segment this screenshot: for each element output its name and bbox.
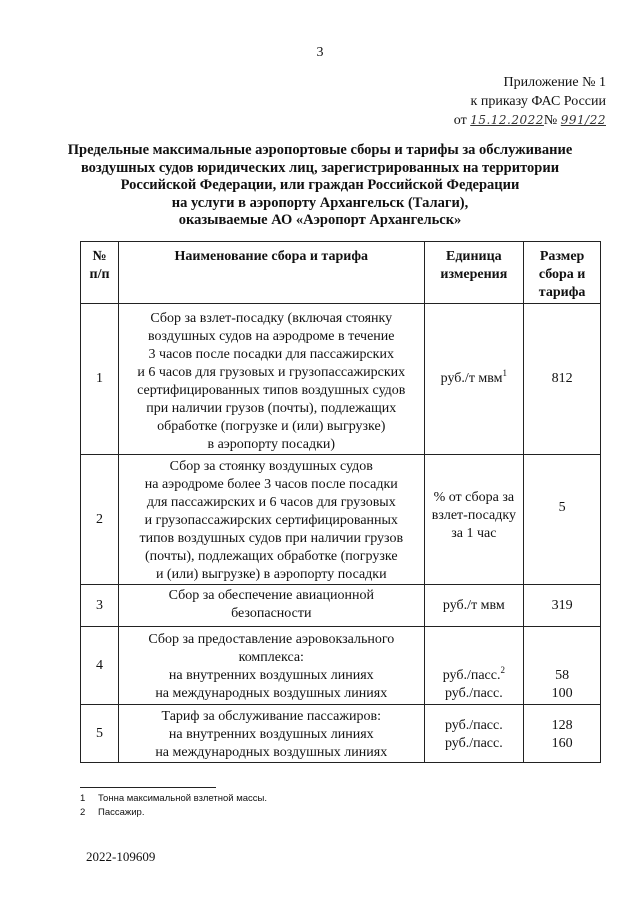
name-line: Сбор за обеспечение авиационной — [168, 588, 374, 603]
unit-line — [425, 667, 524, 685]
row-name — [119, 304, 424, 455]
handwritten-order-number: 991/22 — [560, 113, 606, 127]
row-name — [119, 585, 424, 627]
footnote — [80, 806, 267, 820]
name-line: и грузопассажирских сертифицированных — [144, 513, 398, 528]
header-unit-line: измерения — [440, 267, 508, 282]
unit-line: за 1 час — [451, 526, 497, 541]
header-num-line: № — [92, 249, 107, 264]
title-line: оказываемые АО «Аэропорт Архангельск» — [178, 212, 462, 228]
table-row — [81, 585, 601, 627]
row-name — [119, 627, 424, 705]
name-line: Сбор за взлет-посадку (включая стоянку — [150, 311, 393, 326]
row-number: 3 — [81, 585, 119, 627]
unit-line: руб./пасс. — [444, 736, 503, 751]
header-size-line: сбора и — [538, 267, 586, 282]
row-value — [524, 627, 601, 705]
row-unit — [424, 304, 524, 455]
table-row — [81, 455, 601, 585]
row-unit — [424, 627, 524, 705]
tariffs-table — [80, 241, 601, 763]
name-line: обработке (погрузке и (или) выгрузке) — [157, 419, 386, 434]
header-num-line: п/п — [89, 267, 110, 282]
name-line: безопасности — [231, 606, 312, 621]
row-number: 4 — [81, 627, 119, 705]
appendix-line-3 — [454, 111, 606, 130]
value-line: 100 — [551, 686, 573, 701]
header-unit-line: Единица — [446, 249, 502, 264]
name-line: на международных воздушных линиях — [155, 745, 388, 760]
page-number: 3 — [316, 45, 324, 60]
unit-line: руб./пасс. — [444, 686, 503, 701]
row-unit — [424, 455, 524, 585]
unit-text: руб./пасс. — [442, 668, 501, 683]
appendix-line-2: к приказу ФАС России — [470, 94, 606, 109]
row-number: 2 — [81, 455, 119, 585]
name-line: и 6 часов для грузовых и грузопассажирских — [137, 365, 406, 380]
appendix-header — [454, 73, 606, 130]
name-line: сертифицированных типов воздушных судов — [137, 383, 406, 398]
title-line: воздушных судов юридических лиц, зарегистрированных на территории — [80, 159, 560, 176]
header-size-line: тарифа — [538, 285, 586, 300]
unit-line: руб./пасс. — [444, 718, 503, 733]
header-unit — [424, 242, 524, 304]
number-sign: № — [543, 113, 558, 128]
row-name — [119, 455, 424, 585]
name-line: для пассажирских и 6 часов для грузовых — [146, 495, 396, 510]
table-row — [81, 705, 601, 763]
name-line: типов воздушных судов при наличии грузов — [139, 531, 404, 546]
footnote-ref: 1 — [502, 368, 508, 378]
unit-text: руб./т мвм — [440, 371, 503, 386]
row-name — [119, 705, 424, 763]
row-value — [524, 705, 601, 763]
name-line: 3 часов после посадки для пассажирских — [148, 347, 394, 362]
header-size — [524, 242, 601, 304]
appendix-line-1: Приложение № 1 — [503, 75, 606, 90]
table-row — [81, 627, 601, 705]
name-line: на аэродроме более 3 часов после посадки — [144, 477, 398, 492]
row-unit: руб./т мвм — [424, 585, 524, 627]
table-row — [81, 304, 601, 455]
value-line: 58 — [555, 668, 570, 683]
name-line: Сбор за стоянку воздушных судов — [169, 459, 373, 474]
name-line: комплекса: — [238, 650, 304, 665]
footnote-text: Пассажир. — [98, 807, 145, 818]
name-line: на международных воздушных линиях — [155, 686, 388, 701]
value-line: 128 — [551, 718, 573, 733]
name-line: на внутренних воздушных линиях — [168, 727, 374, 742]
name-line: на внутренних воздушных линиях — [168, 668, 374, 683]
row-value: 319 — [524, 585, 601, 627]
name-line: в аэропорту посадки) — [207, 437, 336, 452]
header-name — [119, 242, 424, 304]
footnotes — [80, 792, 267, 820]
row-value: 812 — [524, 304, 601, 455]
document-number: 2022-109609 — [86, 849, 156, 864]
footnote-text: Тонна максимальной взлетной массы. — [98, 793, 267, 804]
row-value: 5 — [524, 455, 601, 585]
name-line: и (или) выгрузке) в аэропорту посадки — [155, 567, 387, 582]
appendix-from-label: от — [453, 113, 467, 128]
row-number: 1 — [81, 304, 119, 455]
header-num — [81, 242, 119, 304]
handwritten-date: 15.12.2022 — [470, 113, 544, 127]
row-number: 5 — [81, 705, 119, 763]
header-size-line: Размер — [539, 249, 585, 264]
name-line: Тариф за обслуживание пассажиров: — [161, 709, 382, 724]
title-line: на услуги в аэропорту Архангельск (Талаги), — [171, 194, 469, 211]
title-line: Российской Федерации, или граждан Российской Федерации — [120, 177, 520, 193]
name-line: воздушных судов на аэродроме в течение — [148, 329, 395, 344]
header-name-line: Наименование сбора и тарифа — [174, 249, 369, 264]
unit-line: взлет-посадку — [431, 508, 516, 523]
footnote-number: 2 — [80, 807, 86, 818]
name-line: Сбор за предоставление аэровокзального — [148, 632, 395, 647]
unit-line: % от сбора за — [433, 490, 515, 505]
footnote — [80, 792, 267, 806]
footnote-divider — [80, 787, 216, 788]
name-line: при наличии грузов (почты), подлежащих — [146, 401, 397, 416]
table-header-row — [81, 242, 601, 304]
footnote-number: 1 — [80, 793, 86, 804]
name-line: (почты), подлежащих обработке (погрузке — [144, 549, 398, 564]
row-unit — [424, 705, 524, 763]
document-title — [60, 142, 580, 230]
title-line: Предельные максимальные аэропортовые сборы и тарифы за обслуживание — [67, 142, 573, 158]
value-line: 160 — [551, 736, 573, 751]
footnote-ref: 2 — [500, 665, 505, 675]
